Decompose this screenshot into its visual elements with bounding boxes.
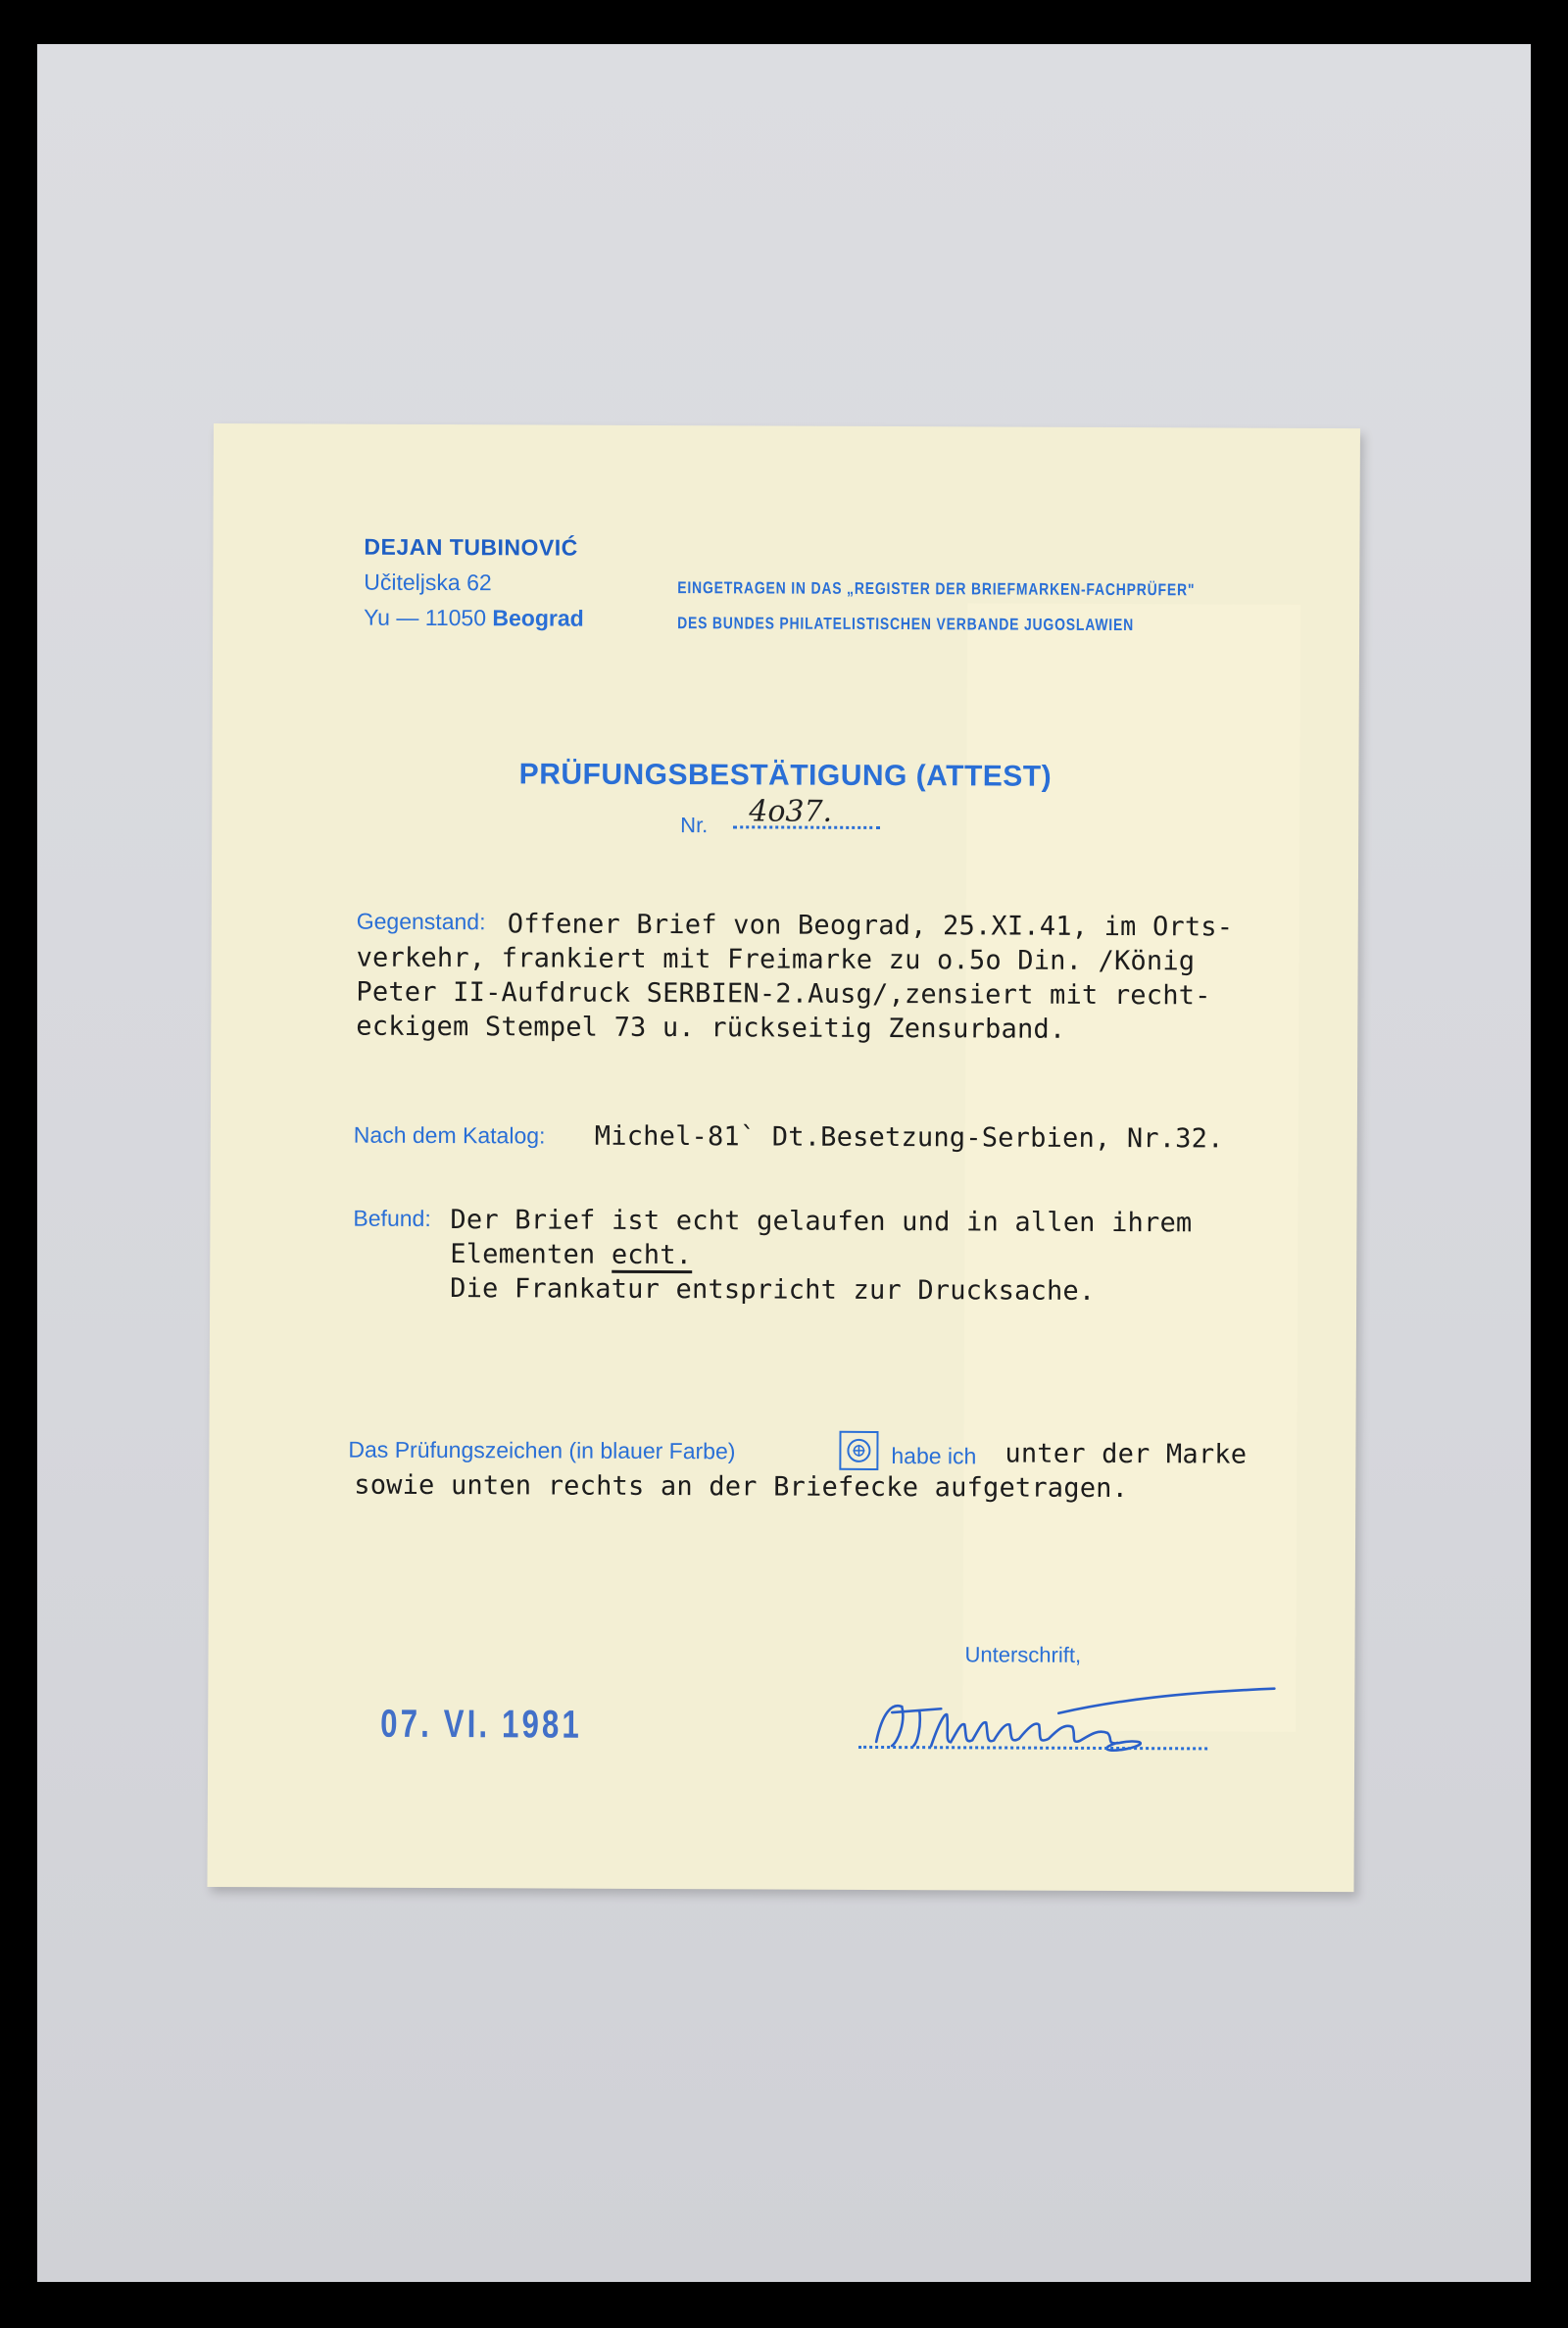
catalog-label: Nach dem Katalog:: [353, 1121, 546, 1149]
finding-line-1: Der Brief ist echt gelaufen und in allen ihrem: [450, 1205, 1193, 1239]
examiner-city: [364, 605, 584, 632]
mark-typed-line-1: unter der Marke: [1004, 1438, 1248, 1470]
subject-line-2: verkehr, frankiert mit Freimarke zu o.5o Din. /König: [356, 942, 1196, 977]
examiner-postcode: Yu — 11050: [364, 604, 487, 631]
mark-label-suffix: habe ich: [891, 1443, 977, 1469]
finding-label: Befund:: [353, 1205, 431, 1231]
registry-line-2: DES BUNDES PHILATELISTISCHEN VERBANDE JUGOSLAWIEN: [677, 614, 1135, 635]
mark-label: Das Prüfungszeichen (in blauer Farbe): [348, 1436, 736, 1464]
examiner-name: DEJAN TUBINOVIĆ: [364, 533, 578, 561]
subject-line-1: Offener Brief von Beograd, 25.XI.41, im Orts-: [507, 909, 1234, 943]
subject-line-3: Peter II-Aufdruck SERBIEN-2.Ausg/,zensiert mit recht-: [356, 976, 1211, 1012]
number-value: 4o37.: [749, 794, 833, 829]
mark-typed-line-2: sowie unten rechts an der Briefecke aufgetragen.: [354, 1469, 1129, 1505]
attest-document: [207, 423, 1360, 1892]
finding-line-3: Die Frankatur entspricht zur Drucksache.: [450, 1273, 1096, 1307]
finding-line-2-text: Elementen: [450, 1239, 612, 1270]
examiner-street: Učiteljska 62: [364, 569, 492, 596]
subject-label: Gegenstand:: [356, 908, 486, 935]
finding-emphasis: echt.: [612, 1240, 692, 1273]
inspection-mark-icon: [839, 1431, 878, 1470]
signature-label: Unterschrift,: [964, 1642, 1082, 1667]
document-title: PRÜFUNGSBESTÄTIGUNG (ATTEST): [518, 758, 1053, 793]
registry-line-1: EINGETRAGEN IN DAS „REGISTER DER BRIEFMARKEN-FACHPRÜFER": [677, 578, 1196, 600]
subject-line-4: eckigem Stempel 73 u. rückseitig Zensurband.: [356, 1011, 1066, 1045]
catalog-value: Michel-81` Dt.Besetzung-Serbien, Nr.32.: [594, 1120, 1224, 1155]
finding-line-2: [450, 1237, 692, 1272]
signature-mark: [862, 1673, 1294, 1763]
examiner-city-name: Beograd: [492, 605, 584, 631]
number-label: Nr.: [680, 813, 709, 838]
date-stamp: 07. VI. 1981: [380, 1702, 583, 1747]
